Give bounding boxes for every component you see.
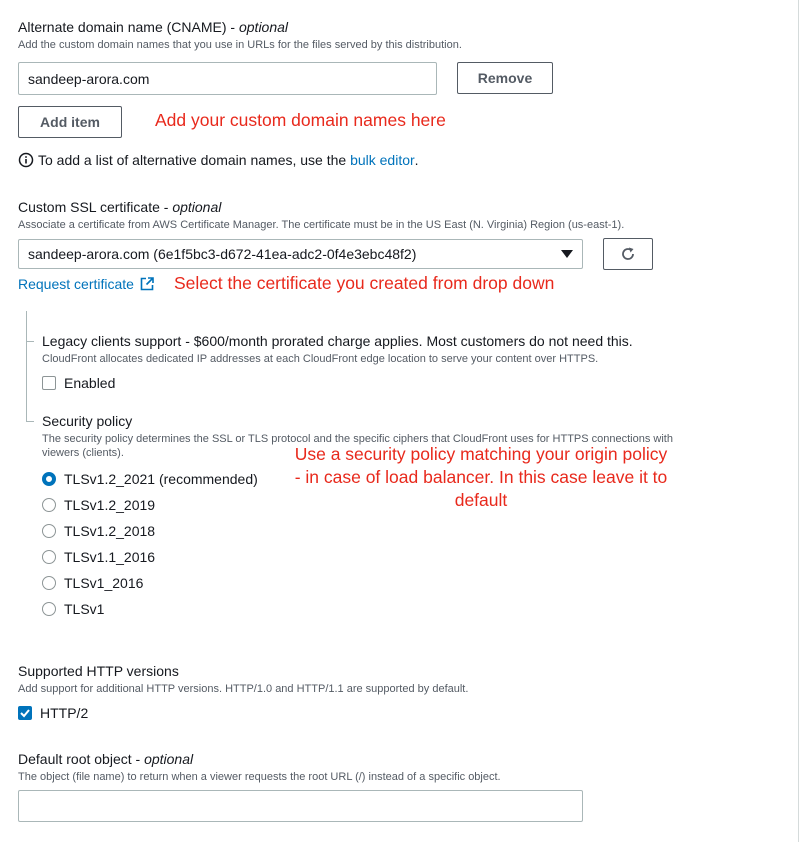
tls-radio[interactable] xyxy=(42,602,56,616)
tls-option-label: TLSv1.2_2019 xyxy=(64,497,156,513)
tls-radio[interactable] xyxy=(42,498,56,512)
tls-option[interactable] xyxy=(42,497,155,513)
tls-option-label: TLSv1_2016 xyxy=(64,575,144,591)
root-object-description: The object (file name) to return when a viewer requests the root URL (/) instead of a specific object. xyxy=(18,771,501,783)
security-policy-description-2: viewers (clients). xyxy=(42,447,124,459)
http-versions-label: Supported HTTP versions xyxy=(18,663,179,679)
tree-branch xyxy=(26,341,34,342)
http2-label: HTTP/2 xyxy=(40,705,89,721)
legacy-enabled-option[interactable] xyxy=(42,375,115,391)
bulk-editor-info: To add a list of alternative domain names, use the bulk editor . xyxy=(18,152,419,168)
cname-annotation: Add your custom domain names here xyxy=(155,110,446,130)
caret-down-icon xyxy=(561,250,573,258)
external-link-icon xyxy=(140,277,154,291)
tls-option-label: TLSv1.2_2018 xyxy=(64,523,156,539)
refresh-button[interactable] xyxy=(603,238,653,270)
legacy-label: Legacy clients support - $600/month prorated charge applies. Most customers do not need this. xyxy=(42,333,633,349)
checkmark-icon xyxy=(18,706,32,720)
tls-option-label: TLSv1.2_2021 (recommended) xyxy=(64,471,258,487)
ssl-label: Custom SSL certificate - optional xyxy=(18,199,222,215)
root-object-label: Default root object - optional xyxy=(18,751,194,767)
add-item-button[interactable]: Add item xyxy=(18,106,122,138)
legacy-description: CloudFront allocates dedicated IP addresses at each CloudFront edge location to serve your content over HTTPS. xyxy=(42,353,599,365)
root-object-input[interactable] xyxy=(18,790,583,822)
tls-option[interactable] xyxy=(42,575,143,591)
tls-option[interactable] xyxy=(42,523,155,539)
right-border xyxy=(798,0,799,842)
cname-input[interactable]: sandeep-arora.com xyxy=(18,62,437,95)
certificate-select[interactable]: sandeep-arora.com (6e1f5bc3-d672-41ea-adc2-0f4e3ebc48f2) xyxy=(18,239,583,269)
ssl-annotation: Select the certificate you created from drop down xyxy=(174,273,555,293)
http2-checkbox[interactable] xyxy=(18,706,32,720)
tls-radio[interactable] xyxy=(42,550,56,564)
cname-label: Alternate domain name (CNAME) - optional xyxy=(18,19,289,35)
tls-option-label: TLSv1.1_2016 xyxy=(64,549,156,565)
legacy-enabled-label: Enabled xyxy=(64,375,116,391)
refresh-icon xyxy=(620,246,636,262)
info-icon xyxy=(18,152,34,168)
tls-option[interactable] xyxy=(42,471,258,487)
tls-radio-selected[interactable] xyxy=(42,472,56,486)
request-certificate-link[interactable]: Request certificate xyxy=(18,276,154,292)
ssl-description: Associate a certificate from AWS Certificate Manager. The certificate must be in the US East (N. Virginia) Region (us-east-1). xyxy=(18,219,625,231)
tree-line xyxy=(26,311,27,421)
legacy-enabled-checkbox[interactable] xyxy=(42,376,56,390)
http-versions-description: Add support for additional HTTP versions. HTTP/1.0 and HTTP/1.1 are supported by default. xyxy=(18,683,469,695)
tree-branch xyxy=(26,421,34,422)
security-policy-annotation: Use a security policy matching your origin policy - in case of load balancer. In this case leave it to default xyxy=(294,444,668,510)
bulk-editor-link[interactable]: bulk editor xyxy=(350,152,415,168)
http2-option[interactable] xyxy=(18,705,88,721)
security-policy-description: The security policy determines the SSL or TLS protocol and the specific ciphers that CloudFront uses for HTTPS connections with xyxy=(42,433,673,445)
remove-button[interactable]: Remove xyxy=(457,62,553,94)
tls-option[interactable] xyxy=(42,601,104,617)
tls-radio[interactable] xyxy=(42,576,56,590)
tls-radio[interactable] xyxy=(42,524,56,538)
tls-option[interactable] xyxy=(42,549,155,565)
cname-description: Add the custom domain names that you use in URLs for the files served by this distribution. xyxy=(18,39,462,51)
tls-option-label: TLSv1 xyxy=(64,601,105,617)
security-policy-label: Security policy xyxy=(42,413,133,429)
